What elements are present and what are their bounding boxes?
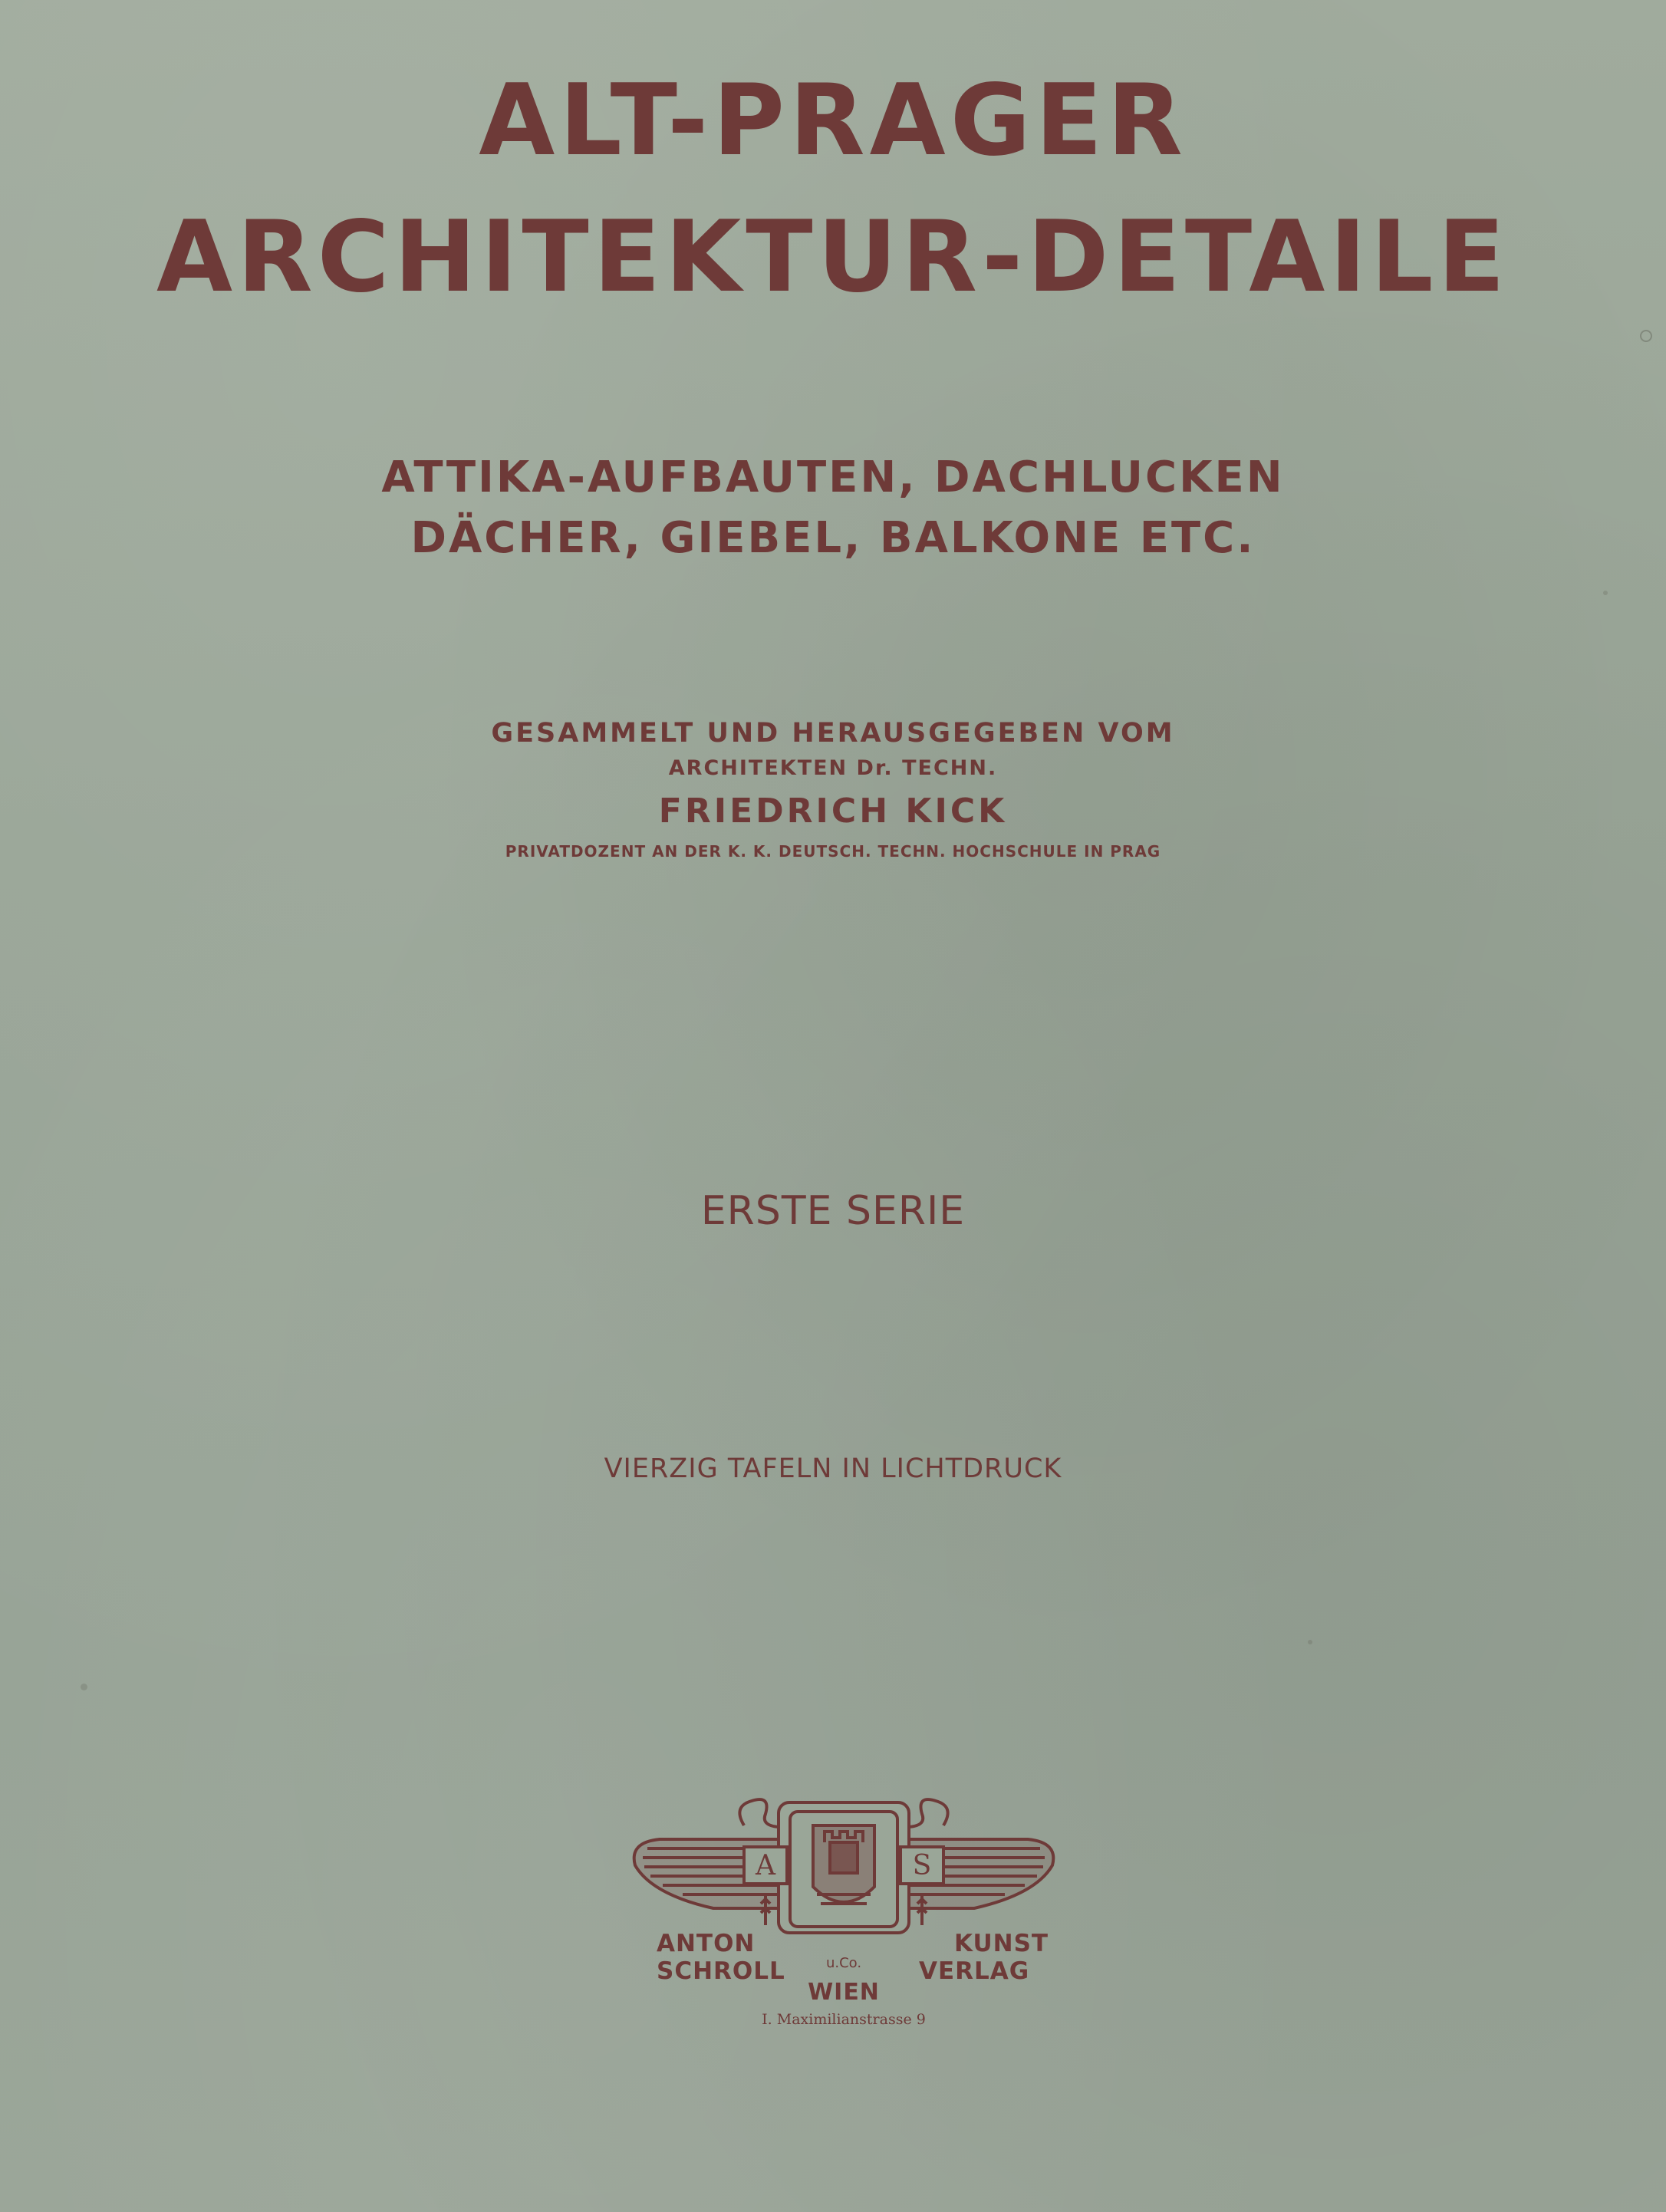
publisher-monogram: u.Co.: [825, 1955, 862, 1971]
right-shield-letter: S: [912, 1850, 932, 1881]
paper-speck: [1308, 1640, 1312, 1644]
editor-position: PRIVATDOZENT AN DER K. K. DEUTSCH. TECHN. HOCHSCHULE IN PRAG: [505, 842, 1161, 861]
editor-title: ARCHITEKTEN Dr. TECHN.: [668, 756, 998, 780]
publisher-name-schroll: SCHROLL: [657, 1957, 785, 1985]
subtitle-line-2: DÄCHER, GIEBEL, BALKONE ETC.: [410, 513, 1256, 563]
central-shield-icon: [779, 1802, 909, 1933]
editor-name: FRIEDRICH KICK: [658, 792, 1008, 831]
left-flame-icon: [739, 1799, 779, 1827]
series-label: ERSTE SERIE: [700, 1188, 966, 1234]
publisher-name-kunst: KUNST: [954, 1930, 1049, 1957]
subtitle-line-1: ATTIKA-AUFBAUTEN, DACHLUCKEN: [381, 453, 1285, 502]
plates-note: VIERZIG TAFELN IN LICHTDRUCK: [604, 1453, 1062, 1484]
right-flame-icon: [909, 1799, 948, 1827]
paper-speck: [81, 1684, 87, 1690]
publisher-name-verlag: VERLAG: [919, 1957, 1030, 1985]
left-shield-letter: A: [756, 1850, 775, 1881]
publisher-city: WIEN: [808, 1979, 880, 2006]
publisher-address: I. Maximilianstrasse 9: [762, 2011, 926, 2028]
editor-intro: GESAMMELT UND HERAUSGEGEBEN VOM: [491, 718, 1175, 749]
title-line-2: ARCHITEKTUR-DETAILE: [156, 200, 1510, 314]
publisher-name-anton: ANTON: [657, 1930, 756, 1957]
paper-speck: [1640, 330, 1652, 342]
publisher-logo: [629, 1772, 1059, 2028]
title-line-1: ALT-PRAGER: [479, 64, 1187, 178]
paper-speck: [1603, 591, 1608, 595]
